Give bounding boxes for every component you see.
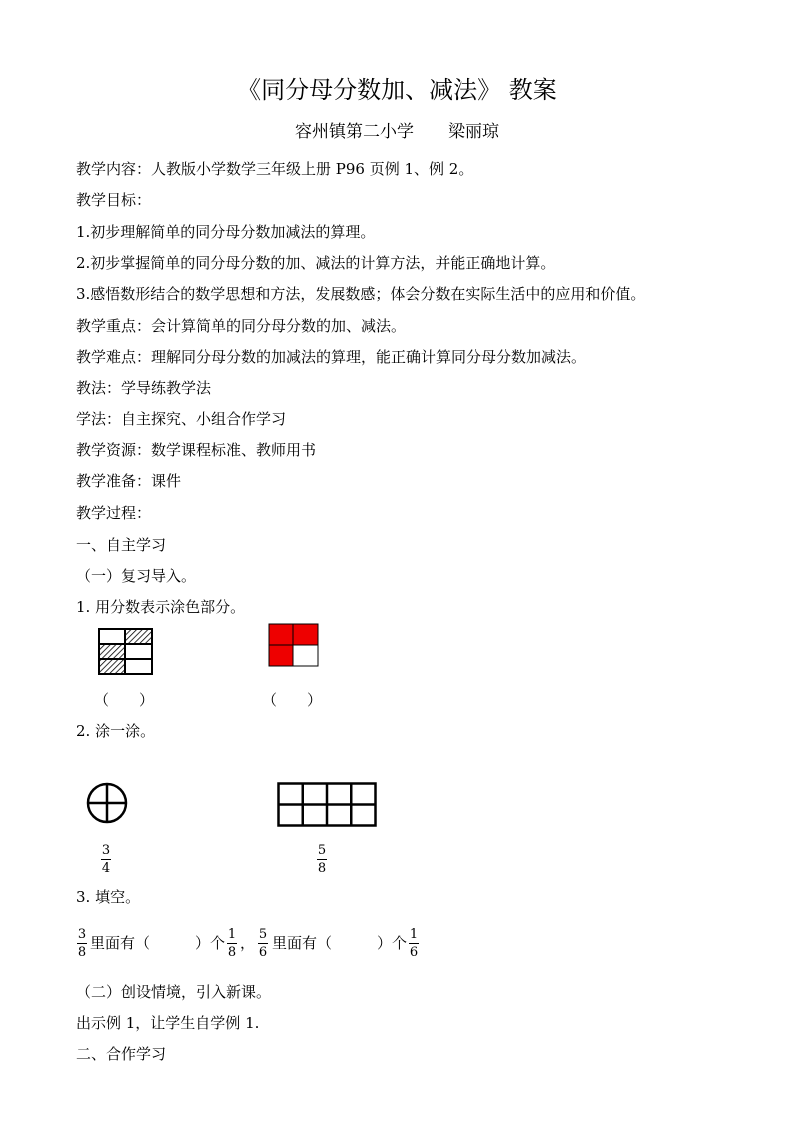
author-line: 容州镇第二小学 梁丽琼 <box>295 122 499 142</box>
fraction-five-eighths <box>317 843 327 876</box>
text-line: 教学难点：理解同分母分数的加减法的算理，能正确计算同分母分数加减法。 <box>76 348 587 366</box>
subsection-heading: （二）创设情境，引入新课。 <box>76 983 272 1001</box>
fraction-bar <box>258 943 268 944</box>
text-line: 2.初步掌握简单的同分母分数的加、减法的计算方法，并能正确地计算。 <box>76 254 556 272</box>
text-line: 教学准备：课件 <box>76 472 182 490</box>
text-line: 教学过程： <box>76 504 152 522</box>
text-line: 教法：学导练教学法 <box>76 379 212 397</box>
text-line: 1.初步理解简单的同分母分数加减法的算理。 <box>76 223 376 241</box>
red-shaded-square-figure <box>268 623 320 668</box>
fraction-bar <box>227 943 237 944</box>
numerator: 1 <box>227 927 237 942</box>
fraction-bar <box>409 943 419 944</box>
answer-blank: （ ） <box>94 691 155 709</box>
exercise-2-prompt: 2. 涂一涂。 <box>76 722 156 740</box>
fill-in-text: 里面有（ ）个 <box>90 934 226 952</box>
numerator: 5 <box>317 843 327 858</box>
text-line: 教学资源：数学课程标准、教师用书 <box>76 441 317 459</box>
eight-cell-grid-figure <box>277 782 378 828</box>
page-title: 《同分母分数加、减法》 教案 <box>237 76 557 104</box>
numerator: 1 <box>409 927 419 942</box>
fraction-three-eighths <box>77 927 87 960</box>
comma: ， <box>240 934 256 952</box>
fill-in-text: 里面有（ ）个 <box>272 934 408 952</box>
fraction-bar <box>101 859 111 860</box>
denominator: 6 <box>409 945 419 960</box>
text-line: 教学目标： <box>76 191 152 209</box>
denominator: 8 <box>77 945 87 960</box>
numerator: 3 <box>101 843 111 858</box>
fraction-one-sixth <box>409 927 419 960</box>
denominator: 6 <box>258 945 268 960</box>
text-line: 教学内容：人教版小学数学三年级上册 P96 页例 1、例 2。 <box>76 160 474 178</box>
subsection-heading: （一）复习导入。 <box>76 567 197 585</box>
fraction-five-sixths <box>258 927 268 960</box>
exercise-1-prompt: 1. 用分数表示涂色部分。 <box>76 598 246 616</box>
fraction-bar <box>317 859 327 860</box>
text-line: 3.感悟数形结合的数学思想和方法，发展数感；体会分数在实际生活中的应用和价值。 <box>76 285 646 303</box>
numerator: 3 <box>77 927 87 942</box>
answer-blank: （ ） <box>262 691 323 709</box>
text-line: 教学重点：会计算简单的同分母分数的加、减法。 <box>76 317 407 335</box>
section-heading: 一、自主学习 <box>76 536 167 554</box>
denominator: 4 <box>101 861 111 876</box>
exercise-3-prompt: 3. 填空。 <box>76 888 141 906</box>
fraction-one-eighth <box>227 927 237 960</box>
denominator: 8 <box>227 945 237 960</box>
denominator: 8 <box>317 861 327 876</box>
divided-circle-figure <box>86 782 128 824</box>
section-heading: 二、合作学习 <box>76 1045 167 1063</box>
fraction-three-fourths <box>101 843 111 876</box>
text-line: 学法：自主探究、小组合作学习 <box>76 410 287 428</box>
fraction-bar <box>77 943 87 944</box>
hatched-grid-figure <box>98 628 154 676</box>
numerator: 5 <box>258 927 268 942</box>
text-line: 出示例 1，让学生自学例 1. <box>76 1014 260 1032</box>
